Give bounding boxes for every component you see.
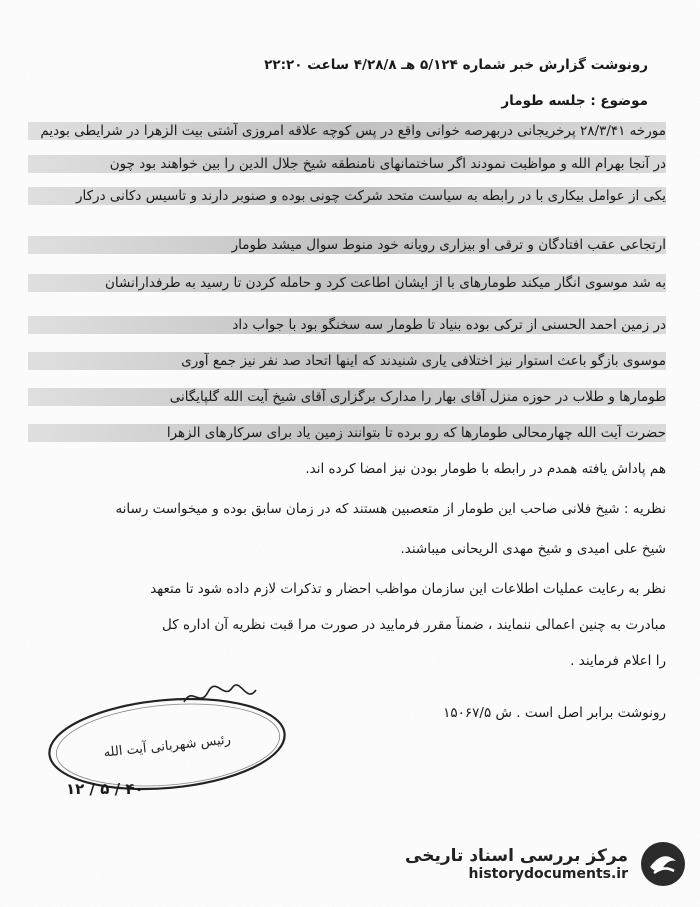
body-line: مورخه ۲۸/۳/۴۱ پرخریجانی دربهرصه خوانی واقع در پس کوچه علاقه امروزی آشتی بیت الزهرا در شرایطی بودیم [28, 122, 666, 140]
stamp-text: رئیس شهربانی آیت الله [102, 732, 232, 761]
body-line: هم پاداش یافته همدم در رابطه با طومار بودن نیز امضا کرده اند. [305, 461, 666, 477]
body-line: به شد موسوی انگار میکند طومارهای با از ایشان اطاعت کرد و حامله کردن تا رسید به طرفدارانشان [28, 274, 666, 292]
body-line: یکی از عوامل بیکاری با در رابطه به سیاست متحد شرکت چونی بوده و صنوبر دارند و تاسیس دکانی درکار [28, 187, 666, 205]
body-line: موسوی بازگو باعث استوار نیز اختلافی یاری شنیدند که اینها اتحاد صد نفر نیز جمع آوری [28, 352, 666, 370]
para2-line: شیخ علی امیدی و شیخ مهدی الریحانی میباشند. [400, 541, 666, 557]
body-line: طومارها و طلاب در حوزه منزل آقای بهار را مدارک برگزاری آقای شیخ آیت الله گلپایگانی [28, 388, 666, 406]
logo-title: مرکز بررسی اسناد تاریخی [405, 846, 628, 866]
para3-line: نظر به رعایت عملیات اطلاعات این سازمان مواظب احضار و تذکرات لازم داده شود تا متعهد [150, 581, 666, 597]
para3-line: مبادرت به چنین اعمالی ننمایند ، ضمناً مقرر فرمایید در صورت مرا قبت نظریه آن اداره کل [162, 617, 666, 633]
para2-line: نظریه : شیخ فلانی صاحب این طومار از متعصبین هستند که در زمان سابق بوده و میخواست رسانه [115, 501, 666, 517]
handwritten-signature [180, 680, 260, 710]
body-line: در زمین احمد الحسنی از ترکی بوده بنیاد تا طومار سه سخنگو بود با جواب داد [28, 316, 666, 334]
watermark-logo [403, 833, 688, 895]
logo-url: historydocuments.ir [468, 866, 628, 882]
archive-logo-icon [638, 839, 688, 889]
header-line: رونوشت گزارش خبر شماره ۵/۱۲۴ هـ ۴/۲۸/۸ ساعت ۲۲:۲۰ [264, 57, 648, 73]
subject-line: موضوع : جلسه طومار [501, 93, 648, 109]
footer-line: رونوشت برابر اصل است . ش ۱۵۰۶۷/۵ [443, 705, 666, 721]
handwritten-date: ۴۰ / ۵ / ۱۲ [66, 780, 144, 798]
body-line: در آنجا بهرام الله و مواظبت نمودند اگر ساختمانهای نامنطقه شیخ جلال الدین را بین خواهند بود چون [28, 155, 666, 173]
para3-line: را اعلام فرمایند . [570, 653, 666, 669]
body-line: ارتجاعی عقب افتادگان و ترقی او بیزاری رویانه خود منوط سوال میشد طومار [28, 236, 666, 254]
body-line: حضرت آیت الله چهارمحالی طومارها که رو برده تا بتوانند زمین یاد برای سرکارهای الزهرا [28, 424, 666, 442]
